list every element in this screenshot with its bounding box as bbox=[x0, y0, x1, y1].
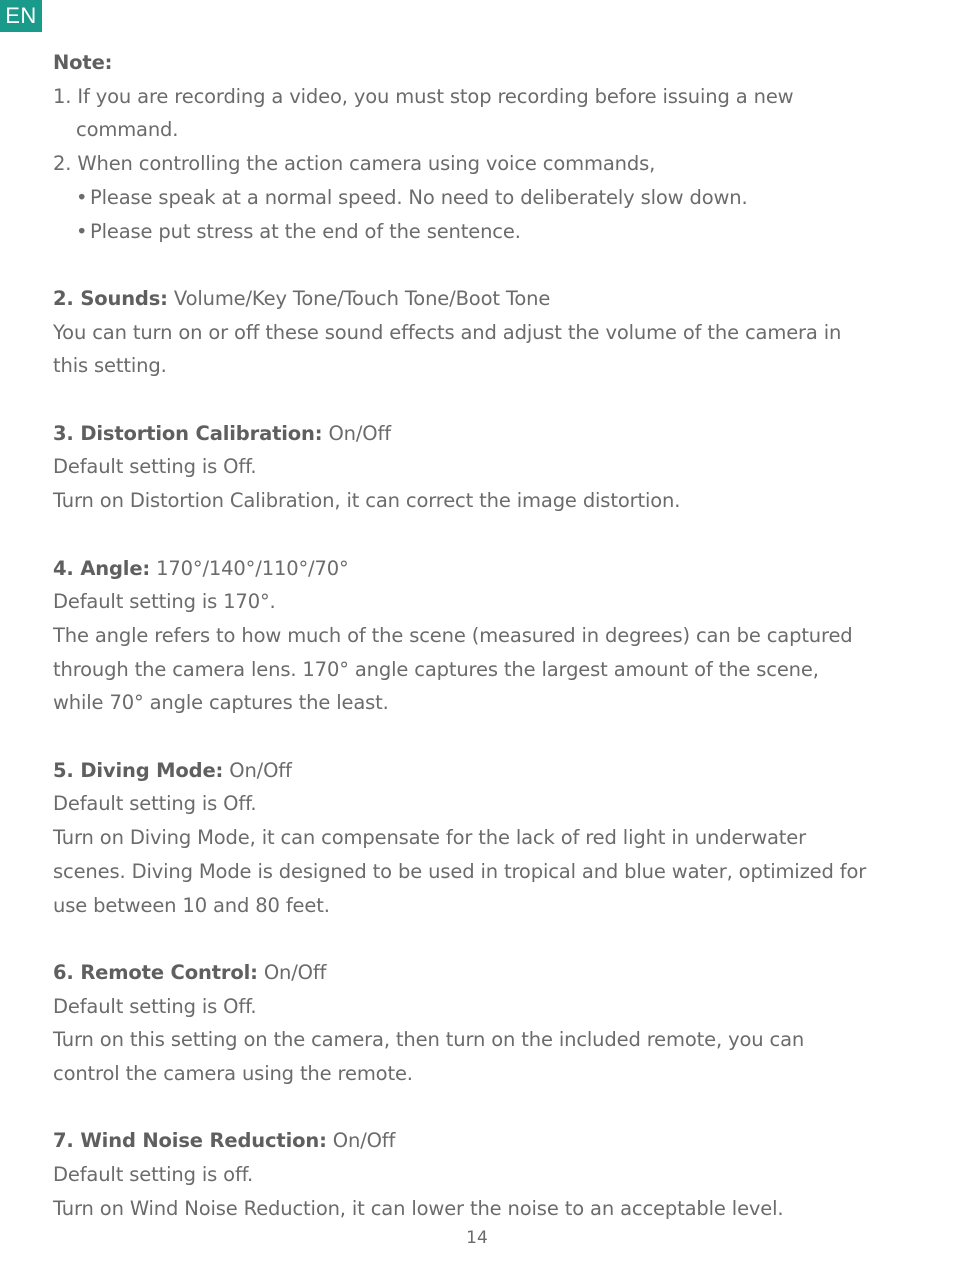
section-gap bbox=[53, 720, 913, 754]
note-bullet-2-text: Please put stress at the end of the sentence. bbox=[90, 219, 521, 243]
remote-desc-line-1: Turn on this setting on the camera, then turn on the included remote, you can bbox=[53, 1028, 805, 1052]
sounds-heading bbox=[53, 282, 913, 316]
angle-heading bbox=[53, 552, 913, 586]
note-bullet-2 bbox=[53, 215, 913, 249]
sounds-options: Volume/Key Tone/Touch Tone/Boot Tone bbox=[167, 286, 551, 310]
remote-title: 6. Remote Control: bbox=[53, 960, 258, 984]
note-heading: Note: bbox=[53, 51, 113, 74]
sounds-desc-line-2: this setting. bbox=[53, 354, 167, 378]
bullet-icon: • bbox=[76, 219, 88, 243]
distortion-heading bbox=[53, 417, 913, 451]
section-gap bbox=[53, 518, 913, 552]
distortion-desc: Turn on Distortion Calibration, it can correct the image distortion. bbox=[53, 489, 681, 513]
diving-desc-line-2: scenes. Diving Mode is designed to be used in tropical and blue water, optimized for bbox=[53, 859, 867, 883]
distortion-options: On/Off bbox=[322, 421, 391, 445]
diving-default: Default setting is Off. bbox=[53, 792, 257, 816]
page-number: 14 bbox=[466, 1228, 488, 1248]
section-gap bbox=[53, 248, 913, 282]
wind-desc: Turn on Wind Noise Reduction, it can lower the noise to an acceptable level. bbox=[53, 1196, 784, 1220]
bullet-icon: • bbox=[76, 185, 88, 209]
section-gap bbox=[53, 922, 913, 956]
remote-heading bbox=[53, 956, 913, 990]
remote-default: Default setting is Off. bbox=[53, 994, 257, 1018]
diving-options: On/Off bbox=[223, 758, 292, 782]
angle-options: 170°/140°/110°/70° bbox=[150, 556, 349, 580]
section-gap bbox=[53, 383, 913, 417]
sounds-desc-line-1: You can turn on or off these sound effects and adjust the volume of the camera in bbox=[53, 320, 842, 344]
diving-title: 5. Diving Mode: bbox=[53, 758, 224, 782]
wind-heading bbox=[53, 1124, 913, 1158]
sounds-title: 2. Sounds: bbox=[53, 286, 168, 310]
manual-content bbox=[53, 46, 913, 1226]
language-badge: EN bbox=[0, 0, 42, 32]
angle-default: Default setting is 170°. bbox=[53, 590, 276, 614]
distortion-default: Default setting is Off. bbox=[53, 455, 257, 479]
note-bullet-1-text: Please speak at a normal speed. No need to deliberately slow down. bbox=[90, 185, 748, 209]
remote-options: On/Off bbox=[257, 960, 327, 984]
remote-desc-line-2: control the camera using the remote. bbox=[53, 1062, 413, 1086]
wind-default: Default setting is off. bbox=[53, 1163, 254, 1187]
angle-title: 4. Angle: bbox=[53, 556, 151, 580]
distortion-title: 3. Distortion Calibration: bbox=[53, 421, 323, 445]
note-item-1-line-2: command. bbox=[76, 118, 179, 142]
section-gap bbox=[53, 1091, 913, 1125]
angle-desc-line-1: The angle refers to how much of the scene (measured in degrees) can be captured bbox=[53, 623, 853, 647]
diving-heading bbox=[53, 754, 913, 788]
note-bullet-1 bbox=[53, 181, 913, 215]
wind-title: 7. Wind Noise Reduction: bbox=[53, 1129, 327, 1153]
note-item-1-line-1: 1. If you are recording a video, you must stop recording before issuing a new bbox=[53, 84, 794, 108]
wind-options: On/Off bbox=[326, 1129, 396, 1153]
note-item-2: 2. When controlling the action camera using voice commands, bbox=[53, 152, 656, 176]
diving-desc-line-1: Turn on Diving Mode, it can compensate for the lack of red light in underwater bbox=[53, 826, 807, 850]
angle-desc-line-2: through the camera lens. 170° angle captures the largest amount of the scene, bbox=[53, 657, 819, 681]
diving-desc-line-3: use between 10 and 80 feet. bbox=[53, 893, 330, 917]
angle-desc-line-3: while 70° angle captures the least. bbox=[53, 691, 389, 715]
